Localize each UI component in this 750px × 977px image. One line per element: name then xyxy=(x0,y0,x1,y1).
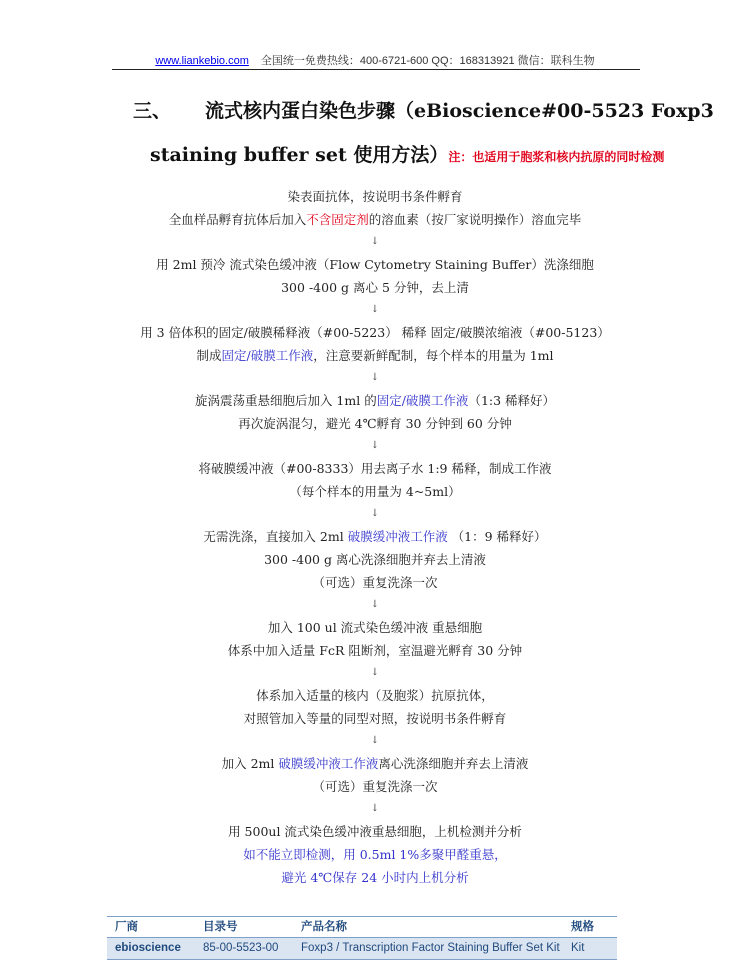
step-line: 如不能立即检测，用 0.5ml 1%多聚甲醛重悬， xyxy=(243,847,507,862)
product-table xyxy=(107,916,617,960)
title-line2: staining buffer set 使用方法） xyxy=(150,144,449,166)
section-number: 三、 xyxy=(133,100,172,122)
table-cell: Foxp3 / Transcription Factor Staining Buffer Set Kit xyxy=(301,942,560,954)
section-title xyxy=(133,96,714,123)
down-arrow-icon: ↓ xyxy=(370,599,380,610)
step-line: 全血样品孵育抗体后加入不含固定剂的溶血素（按厂家说明操作）溶血完毕 xyxy=(168,212,582,227)
step-line: 再次旋涡混匀，避光 4℃孵育 30 分钟到 60 分钟 xyxy=(238,416,512,431)
step-line: 制成固定/破膜工作液，注意要新鲜配制，每个样本的用量为 1ml xyxy=(196,348,554,363)
step-line: 300 -400 g 离心 5 分钟，去上清 xyxy=(281,280,469,295)
step-line: 旋涡震荡重悬细胞后加入 1ml 的固定/破膜工作液（1:3 稀释好） xyxy=(194,393,556,408)
step-line: 加入 100 ul 流式染色缓冲液 重悬细胞 xyxy=(267,620,483,635)
step-line: 用 500ul 流式染色缓冲液重悬细胞，上机检测并分析 xyxy=(228,824,522,839)
table-cell: Kit xyxy=(571,942,585,954)
down-arrow-icon: ↓ xyxy=(370,304,380,315)
step-line: 加入 2ml 破膜缓冲液工作液离心洗涤细胞并弃去上清液 xyxy=(221,756,529,771)
down-arrow-icon: ↓ xyxy=(370,508,380,519)
step-line: 300 -400 g 离心洗涤细胞并弃去上清液 xyxy=(264,552,486,567)
down-arrow-icon: ↓ xyxy=(370,372,380,383)
highlight-text: 破膜缓冲液工作液 xyxy=(347,529,448,544)
step-line: 无需洗涤，直接加入 2ml 破膜缓冲液工作液 （1：9 稀释好） xyxy=(203,529,547,544)
step-line: 体系加入适量的核内（及胞浆）抗原抗体， xyxy=(256,688,494,703)
website-link[interactable]: www.liankebio.com xyxy=(155,55,249,67)
highlight-text: 固定/破膜工作液 xyxy=(376,393,469,408)
highlight-text: 固定/破膜工作液 xyxy=(221,348,314,363)
down-arrow-icon: ↓ xyxy=(370,440,380,451)
protocol-flowchart xyxy=(0,185,750,889)
column-header-size: 规格 xyxy=(571,921,594,933)
step-line: （可选）重复洗涤一次 xyxy=(312,779,438,794)
step-line: 将破膜缓冲液（#00-8333）用去离子水 1:9 稀释，制成工作液 xyxy=(198,461,552,476)
highlight-text: 不含固定剂 xyxy=(306,212,369,227)
table-cell: 85-00-5523-00 xyxy=(203,942,279,954)
down-arrow-icon: ↓ xyxy=(370,236,380,247)
step-line: 用 2ml 预冷 流式染色缓冲液（Flow Cytometry Staining Buffer）洗涤细胞 xyxy=(156,257,594,272)
down-arrow-icon: ↓ xyxy=(370,803,380,814)
table-header-row xyxy=(107,916,617,937)
table-cell: ebioscience xyxy=(115,942,181,954)
step-line: 对照管加入等量的同型对照，按说明书条件孵育 xyxy=(243,711,507,726)
column-header-vendor: 厂商 xyxy=(115,921,138,933)
column-header-product: 产品名称 xyxy=(301,921,347,933)
page-header xyxy=(0,52,750,68)
down-arrow-icon: ↓ xyxy=(370,667,380,678)
step-line: 用 3 倍体积的固定/破膜稀释液（#00-5223） 稀释 固定/破膜浓缩液（#00-5123） xyxy=(140,325,610,340)
column-header-catalog: 目录号 xyxy=(203,921,238,933)
step-line: （每个样本的用量为 4~5ml） xyxy=(289,484,461,499)
title-line1: 流式核内蛋白染色步骤（eBioscience#00-5523 Foxp3 xyxy=(205,100,714,122)
step-line: 避光 4℃保存 24 小时内上机分析 xyxy=(281,870,469,885)
down-arrow-icon: ↓ xyxy=(370,735,380,746)
table-row xyxy=(107,937,617,960)
title-note: 注：也适用于胞浆和核内抗原的同时检测 xyxy=(448,150,665,164)
step-line: 染表面抗体，按说明书条件孵育 xyxy=(287,189,463,204)
step-line: 体系中加入适量 FcR 阻断剂，室温避光孵育 30 分钟 xyxy=(227,643,523,658)
section-title-line2 xyxy=(150,140,664,167)
header-divider xyxy=(112,69,640,70)
step-line: （可选）重复洗涤一次 xyxy=(312,575,438,590)
highlight-text: 破膜缓冲液工作液 xyxy=(278,756,379,771)
header-info: 全国统一免费热线：400-6721-600 QQ：168313921 微信：联科生物 xyxy=(260,55,595,67)
